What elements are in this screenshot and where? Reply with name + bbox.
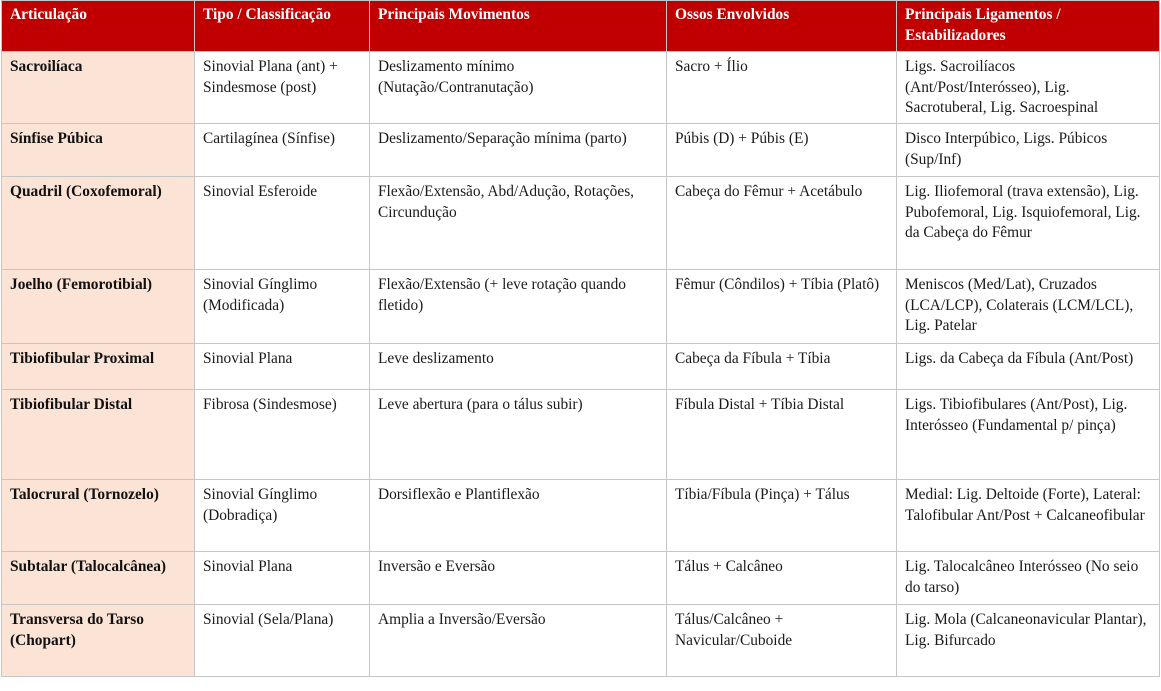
cell-ligamentos: Lig. Talocalcâneo Interósseo (No seio do tarso) [897,552,1160,605]
cell-tipo: Sinovial (Sela/Plana) [195,605,370,677]
cell-ossos: Cabeça da Fíbula + Tíbia [667,344,897,390]
cell-ossos: Tálus/Calcâneo + Navicular/Cuboide [667,605,897,677]
table-row [2,52,1160,124]
header-articulacao: Articulação [2,1,195,52]
cell-articulacao: Sacroilíaca [2,52,195,124]
header-tipo: Tipo / Classificação [195,1,370,52]
cell-ligamentos: Meniscos (Med/Lat), Cruzados (LCA/LCP), Colaterais (LCM/LCL), Lig. Patelar [897,270,1160,344]
table-body [2,52,1160,677]
cell-tipo: Sinovial Plana [195,552,370,605]
header-movimentos: Principais Movimentos [370,1,667,52]
table-row [2,177,1160,270]
cell-tipo: Cartilagínea (Sínfise) [195,124,370,177]
cell-articulacao: Transversa do Tarso (Chopart) [2,605,195,677]
cell-movimentos: Dorsiflexão e Plantiflexão [370,480,667,552]
cell-ossos: Sacro + Ílio [667,52,897,124]
cell-movimentos: Amplia a Inversão/Eversão [370,605,667,677]
cell-ligamentos: Lig. Mola (Calcaneonavicular Plantar), Lig. Bifurcado [897,605,1160,677]
cell-ossos: Púbis (D) + Púbis (E) [667,124,897,177]
cell-articulacao: Joelho (Femorotibial) [2,270,195,344]
cell-movimentos: Inversão e Eversão [370,552,667,605]
header-ossos: Ossos Envolvidos [667,1,897,52]
cell-movimentos: Flexão/Extensão (+ leve rotação quando fletido) [370,270,667,344]
cell-tipo: Sinovial Plana [195,344,370,390]
cell-movimentos: Deslizamento mínimo (Nutação/Contranutação) [370,52,667,124]
table-row [2,344,1160,390]
table-row [2,552,1160,605]
header-row [2,1,1160,52]
cell-tipo: Sinovial Gínglimo (Dobradiça) [195,480,370,552]
table-row [2,480,1160,552]
cell-ligamentos: Disco Interpúbico, Ligs. Púbicos (Sup/Inf) [897,124,1160,177]
table-row [2,390,1160,480]
cell-movimentos: Leve abertura (para o tálus subir) [370,390,667,480]
cell-articulacao: Subtalar (Talocalcânea) [2,552,195,605]
cell-articulacao: Talocrural (Tornozelo) [2,480,195,552]
cell-ligamentos: Ligs. Sacroilíacos (Ant/Post/Interósseo), Lig. Sacrotuberal, Lig. Sacroespinal [897,52,1160,124]
table-row [2,270,1160,344]
cell-ligamentos: Ligs. Tibiofibulares (Ant/Post), Lig. Interósseo (Fundamental p/ pinça) [897,390,1160,480]
cell-tipo: Fibrosa (Sindesmose) [195,390,370,480]
cell-articulacao: Sínfise Púbica [2,124,195,177]
table-header [2,1,1160,52]
cell-ossos: Fêmur (Côndilos) + Tíbia (Platô) [667,270,897,344]
cell-ossos: Cabeça do Fêmur + Acetábulo [667,177,897,270]
cell-ossos: Fíbula Distal + Tíbia Distal [667,390,897,480]
cell-tipo: Sinovial Plana (ant) + Sindesmose (post) [195,52,370,124]
table-row [2,605,1160,677]
cell-tipo: Sinovial Esferoide [195,177,370,270]
cell-ligamentos: Medial: Lig. Deltoide (Forte), Lateral: Talofibular Ant/Post + Calcaneofibular [897,480,1160,552]
table-row [2,124,1160,177]
joints-table [1,0,1160,677]
cell-ossos: Tíbia/Fíbula (Pinça) + Tálus [667,480,897,552]
cell-ossos: Tálus + Calcâneo [667,552,897,605]
cell-articulacao: Quadril (Coxofemoral) [2,177,195,270]
cell-ligamentos: Ligs. da Cabeça da Fíbula (Ant/Post) [897,344,1160,390]
cell-movimentos: Flexão/Extensão, Abd/Adução, Rotações, Circundução [370,177,667,270]
cell-movimentos: Leve deslizamento [370,344,667,390]
cell-ligamentos: Lig. Iliofemoral (trava extensão), Lig. Pubofemoral, Lig. Isquiofemoral, Lig. da Cabeça do Fêmur [897,177,1160,270]
cell-tipo: Sinovial Gínglimo (Modificada) [195,270,370,344]
cell-articulacao: Tibiofibular Proximal [2,344,195,390]
cell-movimentos: Deslizamento/Separação mínima (parto) [370,124,667,177]
cell-articulacao: Tibiofibular Distal [2,390,195,480]
header-ligamentos: Principais Ligamentos / Estabilizadores [897,1,1160,52]
